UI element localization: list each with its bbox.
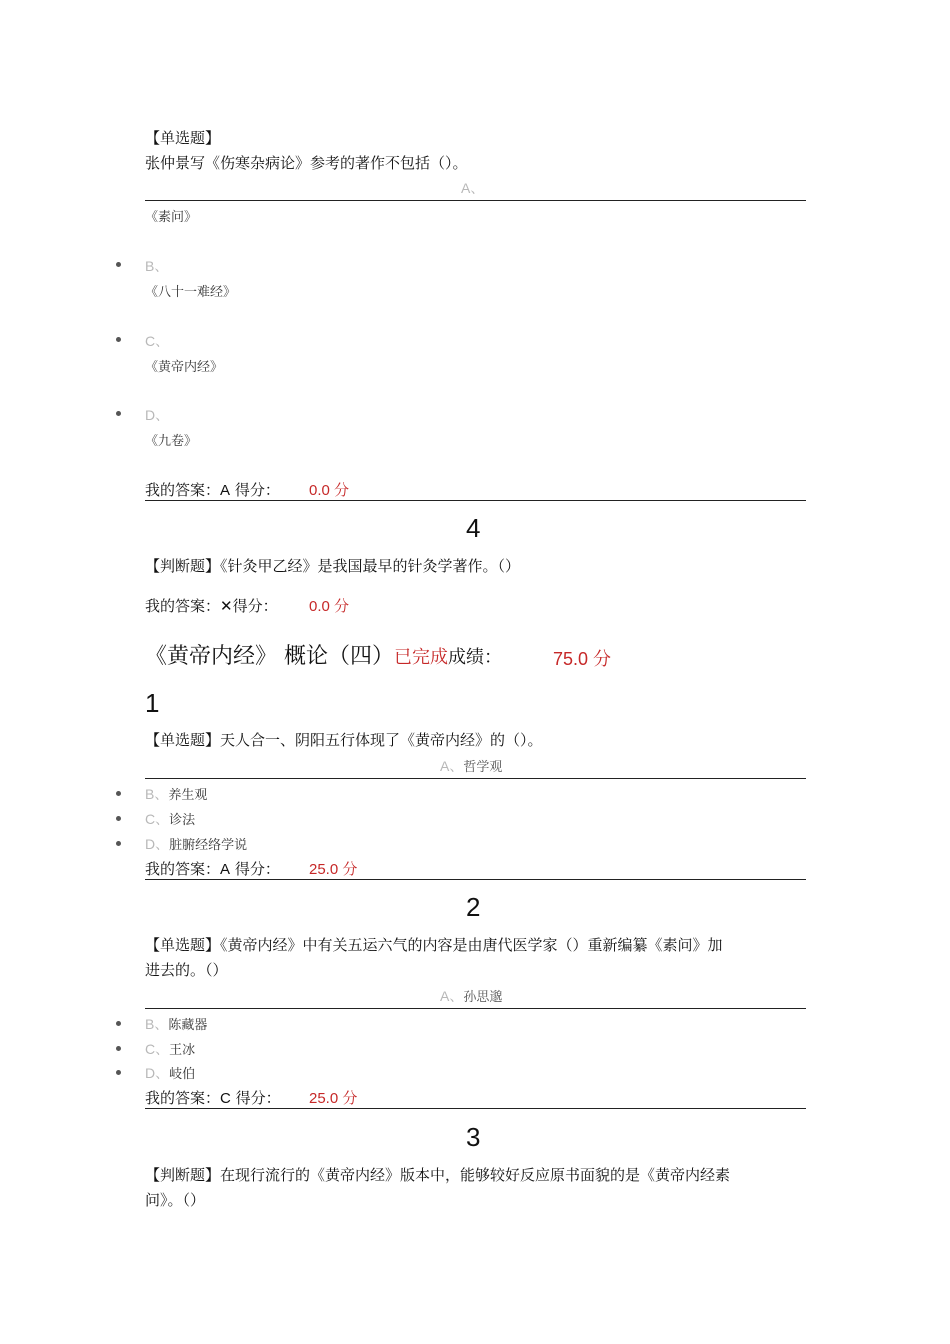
bullet-icon <box>116 411 121 416</box>
my-answer <box>145 858 280 879</box>
bullet-icon <box>116 262 121 267</box>
divider <box>145 1008 806 1009</box>
option-a[interactable] <box>440 756 502 776</box>
option-d[interactable] <box>145 834 247 854</box>
bullet-icon <box>116 1046 121 1051</box>
option-b-text: 《八十一难经》 <box>145 285 237 300</box>
section-grade: 75.0 分 <box>553 649 612 669</box>
option-c[interactable] <box>145 1039 195 1059</box>
option-b-text: 陈藏器 <box>168 1018 208 1033</box>
question-text-line-1: 【单选题】《黄帝内经》中有关五运六气的内容是由唐代医学家（）重新编纂《素问》加 <box>145 936 723 954</box>
question-text: 【判断题】《针灸甲乙经》是我国最早的针灸学著作。（） <box>145 557 521 575</box>
bullet-icon <box>116 816 121 821</box>
question-text: 张仲景写《伤寒杂病论》参考的著作不包括（）。 <box>145 154 468 172</box>
option-a-text: 哲学观 <box>463 760 503 775</box>
answer-prefix: 我的答案： <box>145 481 221 499</box>
option-a-label: A、 <box>440 988 464 1004</box>
option-b-label: B、 <box>145 1016 169 1032</box>
option-d-text: 《九卷》 <box>145 434 198 449</box>
bullet-icon <box>116 1070 121 1075</box>
section-title: 《黄帝内经》 概论（四） <box>145 644 394 669</box>
option-d[interactable] <box>145 1063 195 1083</box>
wrong-icon: ✕ <box>220 597 233 615</box>
divider <box>145 879 806 880</box>
my-answer <box>145 479 280 500</box>
divider <box>145 778 806 779</box>
option-c-label: C、 <box>145 811 170 827</box>
divider <box>145 200 806 201</box>
bullet-icon <box>116 791 121 796</box>
my-answer <box>145 595 278 616</box>
option-c-label[interactable]: C、 <box>145 333 170 349</box>
score-prefix: 得分： <box>235 1089 281 1107</box>
answer-value: A <box>220 861 231 878</box>
option-d-label[interactable]: D、 <box>145 407 170 423</box>
section-status: 已完成 <box>394 647 448 668</box>
answer-value: C <box>220 1090 231 1107</box>
score-value: 0.0 分 <box>309 482 350 499</box>
answer-prefix: 我的答案： <box>145 1089 221 1107</box>
bullet-icon <box>116 337 121 342</box>
question-number: 2 <box>466 892 481 922</box>
option-c-label: C、 <box>145 1041 170 1057</box>
score-value: 0.0 分 <box>309 598 350 615</box>
question-text-line-2: 进去的。（） <box>145 961 228 979</box>
question-text-line-1: 【判断题】在现行流行的《黄帝内经》版本中，能够较好反应原书面貌的是《黄帝内经素 <box>145 1166 731 1184</box>
option-a-text: 孙思邈 <box>463 990 503 1005</box>
question-number: 3 <box>466 1122 481 1152</box>
option-c-text: 诊法 <box>169 813 196 828</box>
option-a-label[interactable]: A、 <box>461 180 485 196</box>
question-number: 1 <box>145 688 160 718</box>
option-b-label[interactable]: B、 <box>145 258 169 274</box>
divider <box>145 500 806 501</box>
question-type: 【单选题】 <box>145 129 221 147</box>
divider <box>145 1108 806 1109</box>
option-b-text: 养生观 <box>168 788 208 803</box>
question-text-line-2: 问》。（） <box>145 1191 206 1209</box>
answer-value: A <box>220 482 231 499</box>
option-d-text: 岐伯 <box>169 1067 196 1082</box>
option-a[interactable] <box>440 986 502 1006</box>
score-prefix: 得分： <box>234 860 280 878</box>
bullet-icon <box>116 1021 121 1026</box>
score-prefix: 得分： <box>232 597 278 615</box>
question-number: 4 <box>466 513 481 543</box>
score-value: 25.0 分 <box>309 861 358 878</box>
my-answer <box>145 1087 281 1108</box>
option-a-text: 《素问》 <box>145 210 198 225</box>
option-b[interactable] <box>145 784 207 804</box>
option-d-label: D、 <box>145 836 170 852</box>
option-d-label: D、 <box>145 1065 170 1081</box>
option-a-label: A、 <box>440 758 464 774</box>
option-c[interactable] <box>145 809 195 829</box>
score-value: 25.0 分 <box>309 1090 358 1107</box>
answer-prefix: 我的答案： <box>145 597 221 615</box>
option-d-text: 脏腑经络学说 <box>169 838 248 853</box>
question-text: 【单选题】天人合一、阴阳五行体现了《黄帝内经》的（）。 <box>145 731 543 749</box>
section-heading <box>145 639 502 670</box>
option-b[interactable] <box>145 1014 207 1034</box>
bullet-icon <box>116 841 121 846</box>
answer-prefix: 我的答案： <box>145 860 221 878</box>
score-prefix: 得分： <box>234 481 280 499</box>
option-c-text: 《黄帝内经》 <box>145 360 224 375</box>
option-c-text: 王冰 <box>169 1043 196 1058</box>
grade-label: 成绩： <box>448 647 502 668</box>
option-b-label: B、 <box>145 786 169 802</box>
